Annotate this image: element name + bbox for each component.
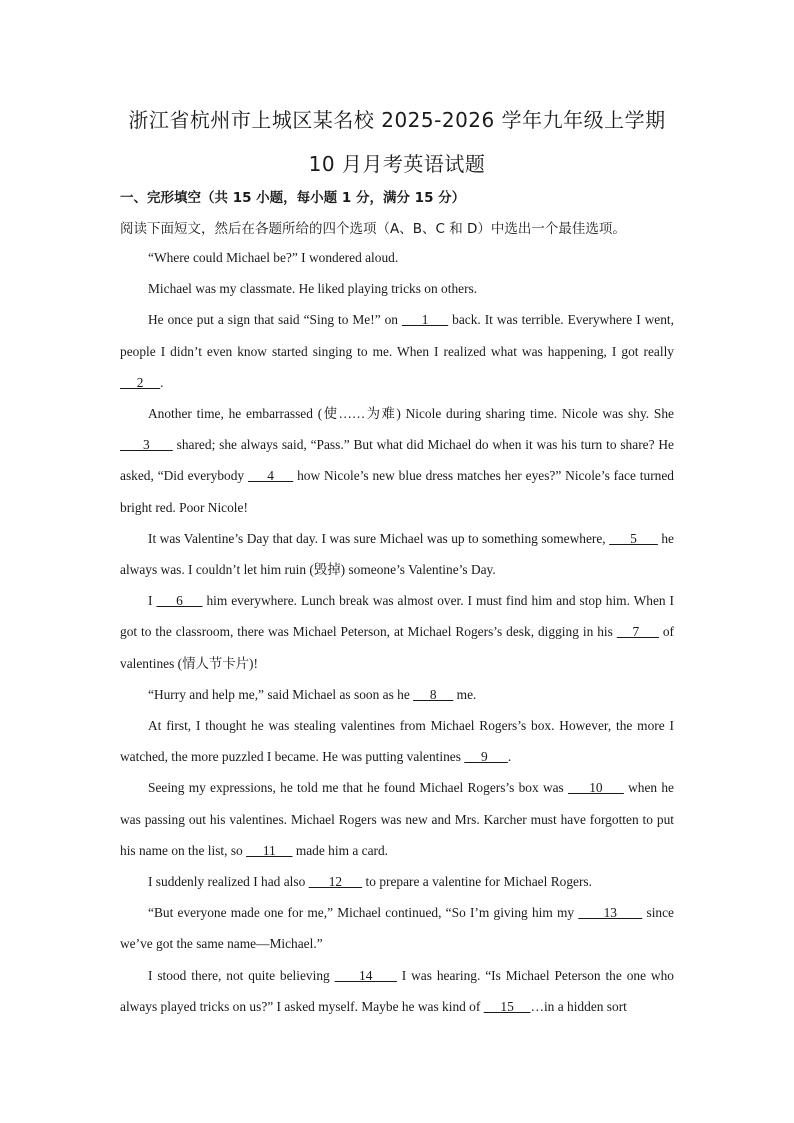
blank-12: 12	[308, 874, 363, 890]
blank-2: 2	[120, 374, 161, 390]
passage-text: “Hurry and help me,” said Michael as soon as he	[148, 686, 414, 702]
passage-text: back. It was terrible. Everywhere I went, people I didn’t even know started singing to me. When I realized what was happening, I got really	[120, 312, 674, 359]
passage-paragraph	[120, 242, 674, 273]
passage-paragraph	[120, 772, 674, 866]
passage-text: I was hearing. “Is Michael Peterson the one who always played tricks on us?” I asked myself. Maybe he was kind of	[120, 967, 674, 1014]
section-heading: 一、完形填空（共 15 小题，每小题 1 分，满分 15 分）	[120, 190, 466, 206]
passage-text: I stood there, not quite believing	[148, 967, 335, 983]
blank-3: 3	[120, 437, 173, 453]
passage-text: Michael was my classmate. He liked playing tricks on others.	[148, 281, 478, 297]
passage-paragraph	[120, 523, 674, 585]
passage-paragraph	[120, 960, 674, 1022]
passage-text: I	[148, 593, 157, 609]
passage-text: …in a hidden sort	[530, 998, 627, 1014]
passage-paragraph	[120, 679, 674, 710]
blank-15: 15	[483, 998, 531, 1014]
passage-text: Seeing my expressions, he told me that he found Michael Rogers’s box was	[148, 780, 569, 796]
passage-text: he always was. I couldn’t let him ruin (毁掉) someone’s Valentine’s Day.	[120, 530, 674, 578]
blank-9: 9	[464, 749, 508, 765]
document-title-line-2: 10 月月考英语试题	[308, 152, 486, 176]
blank-8: 8	[413, 686, 454, 702]
blank-13: 13	[578, 905, 643, 921]
cloze-passage	[120, 242, 674, 1022]
passage-text: He once put a sign that said “Sing to Me!” on	[148, 312, 402, 328]
blank-6: 6	[156, 593, 203, 609]
passage-text: “But everyone made one for me,” Michael continued, “So I’m giving him my	[148, 905, 579, 921]
passage-text: since we’ve got the same name—Michael.”	[120, 905, 674, 952]
passage-text: him everywhere. Lunch break was almost over. I must find him and stop him. When I got to the classroom, there was Michael Peterson, at Michael Rogers’s desk, digging in his	[120, 593, 675, 640]
passage-paragraph	[120, 273, 674, 304]
passage-paragraph	[120, 866, 674, 897]
blank-5: 5	[609, 530, 658, 546]
passage-text: to prepare a valentine for Michael Rogers.	[362, 874, 592, 890]
passage-text: .	[507, 749, 512, 765]
blank-14: 14	[334, 967, 397, 983]
passage-text: I suddenly realized I had also	[148, 874, 309, 890]
passage-text: “Where could Michael be?” I wondered aloud.	[148, 250, 399, 265]
document-title-line-1: 浙江省杭州市上城区某名校 2025-2026 学年九年级上学期	[128, 108, 666, 132]
passage-text: .	[160, 374, 164, 390]
passage-text: how Nicole’s new blue dress matches her eyes?” Nicole’s face turned bright red. Poor Nicole!	[120, 468, 675, 515]
blank-7: 7	[616, 624, 659, 640]
passage-paragraph	[120, 710, 674, 772]
blank-4: 4	[247, 468, 294, 484]
passage-text: At first, I thought he was stealing valentines from Michael Rogers’s box. However, the more I watched, the more puzzled I became. He was putting valentines	[120, 718, 674, 765]
passage-text: me.	[453, 686, 477, 702]
passage-text: when he was passing out his valentines. Michael Rogers was new and Mrs. Karcher must have forgotten to put his name on the list, so	[120, 780, 674, 858]
passage-text: shared; she always said, “Pass.” But what did Michael do when it was his turn to share? He asked, “Did everybody	[120, 437, 674, 484]
blank-1: 1	[401, 312, 449, 328]
passage-paragraph	[120, 585, 674, 679]
passage-text: made him a card.	[292, 842, 389, 858]
passage-text: It was Valentine’s Day that day. I was sure Michael was up to something somewhere,	[148, 530, 610, 546]
section-instruction: 阅读下面短文，然后在各题所给的四个选项（A、B、C 和 D）中选出一个最佳选项。	[120, 221, 626, 237]
passage-text: of valentines (情人节卡片)!	[120, 624, 674, 671]
passage-paragraph	[120, 304, 674, 398]
passage-paragraph	[120, 897, 674, 959]
passage-paragraph	[120, 398, 674, 523]
blank-10: 10	[568, 780, 624, 796]
passage-text: Another time, he embarrassed (使……为难) Nicole during sharing time. Nicole was shy. She	[148, 406, 674, 422]
blank-11: 11	[246, 842, 293, 858]
